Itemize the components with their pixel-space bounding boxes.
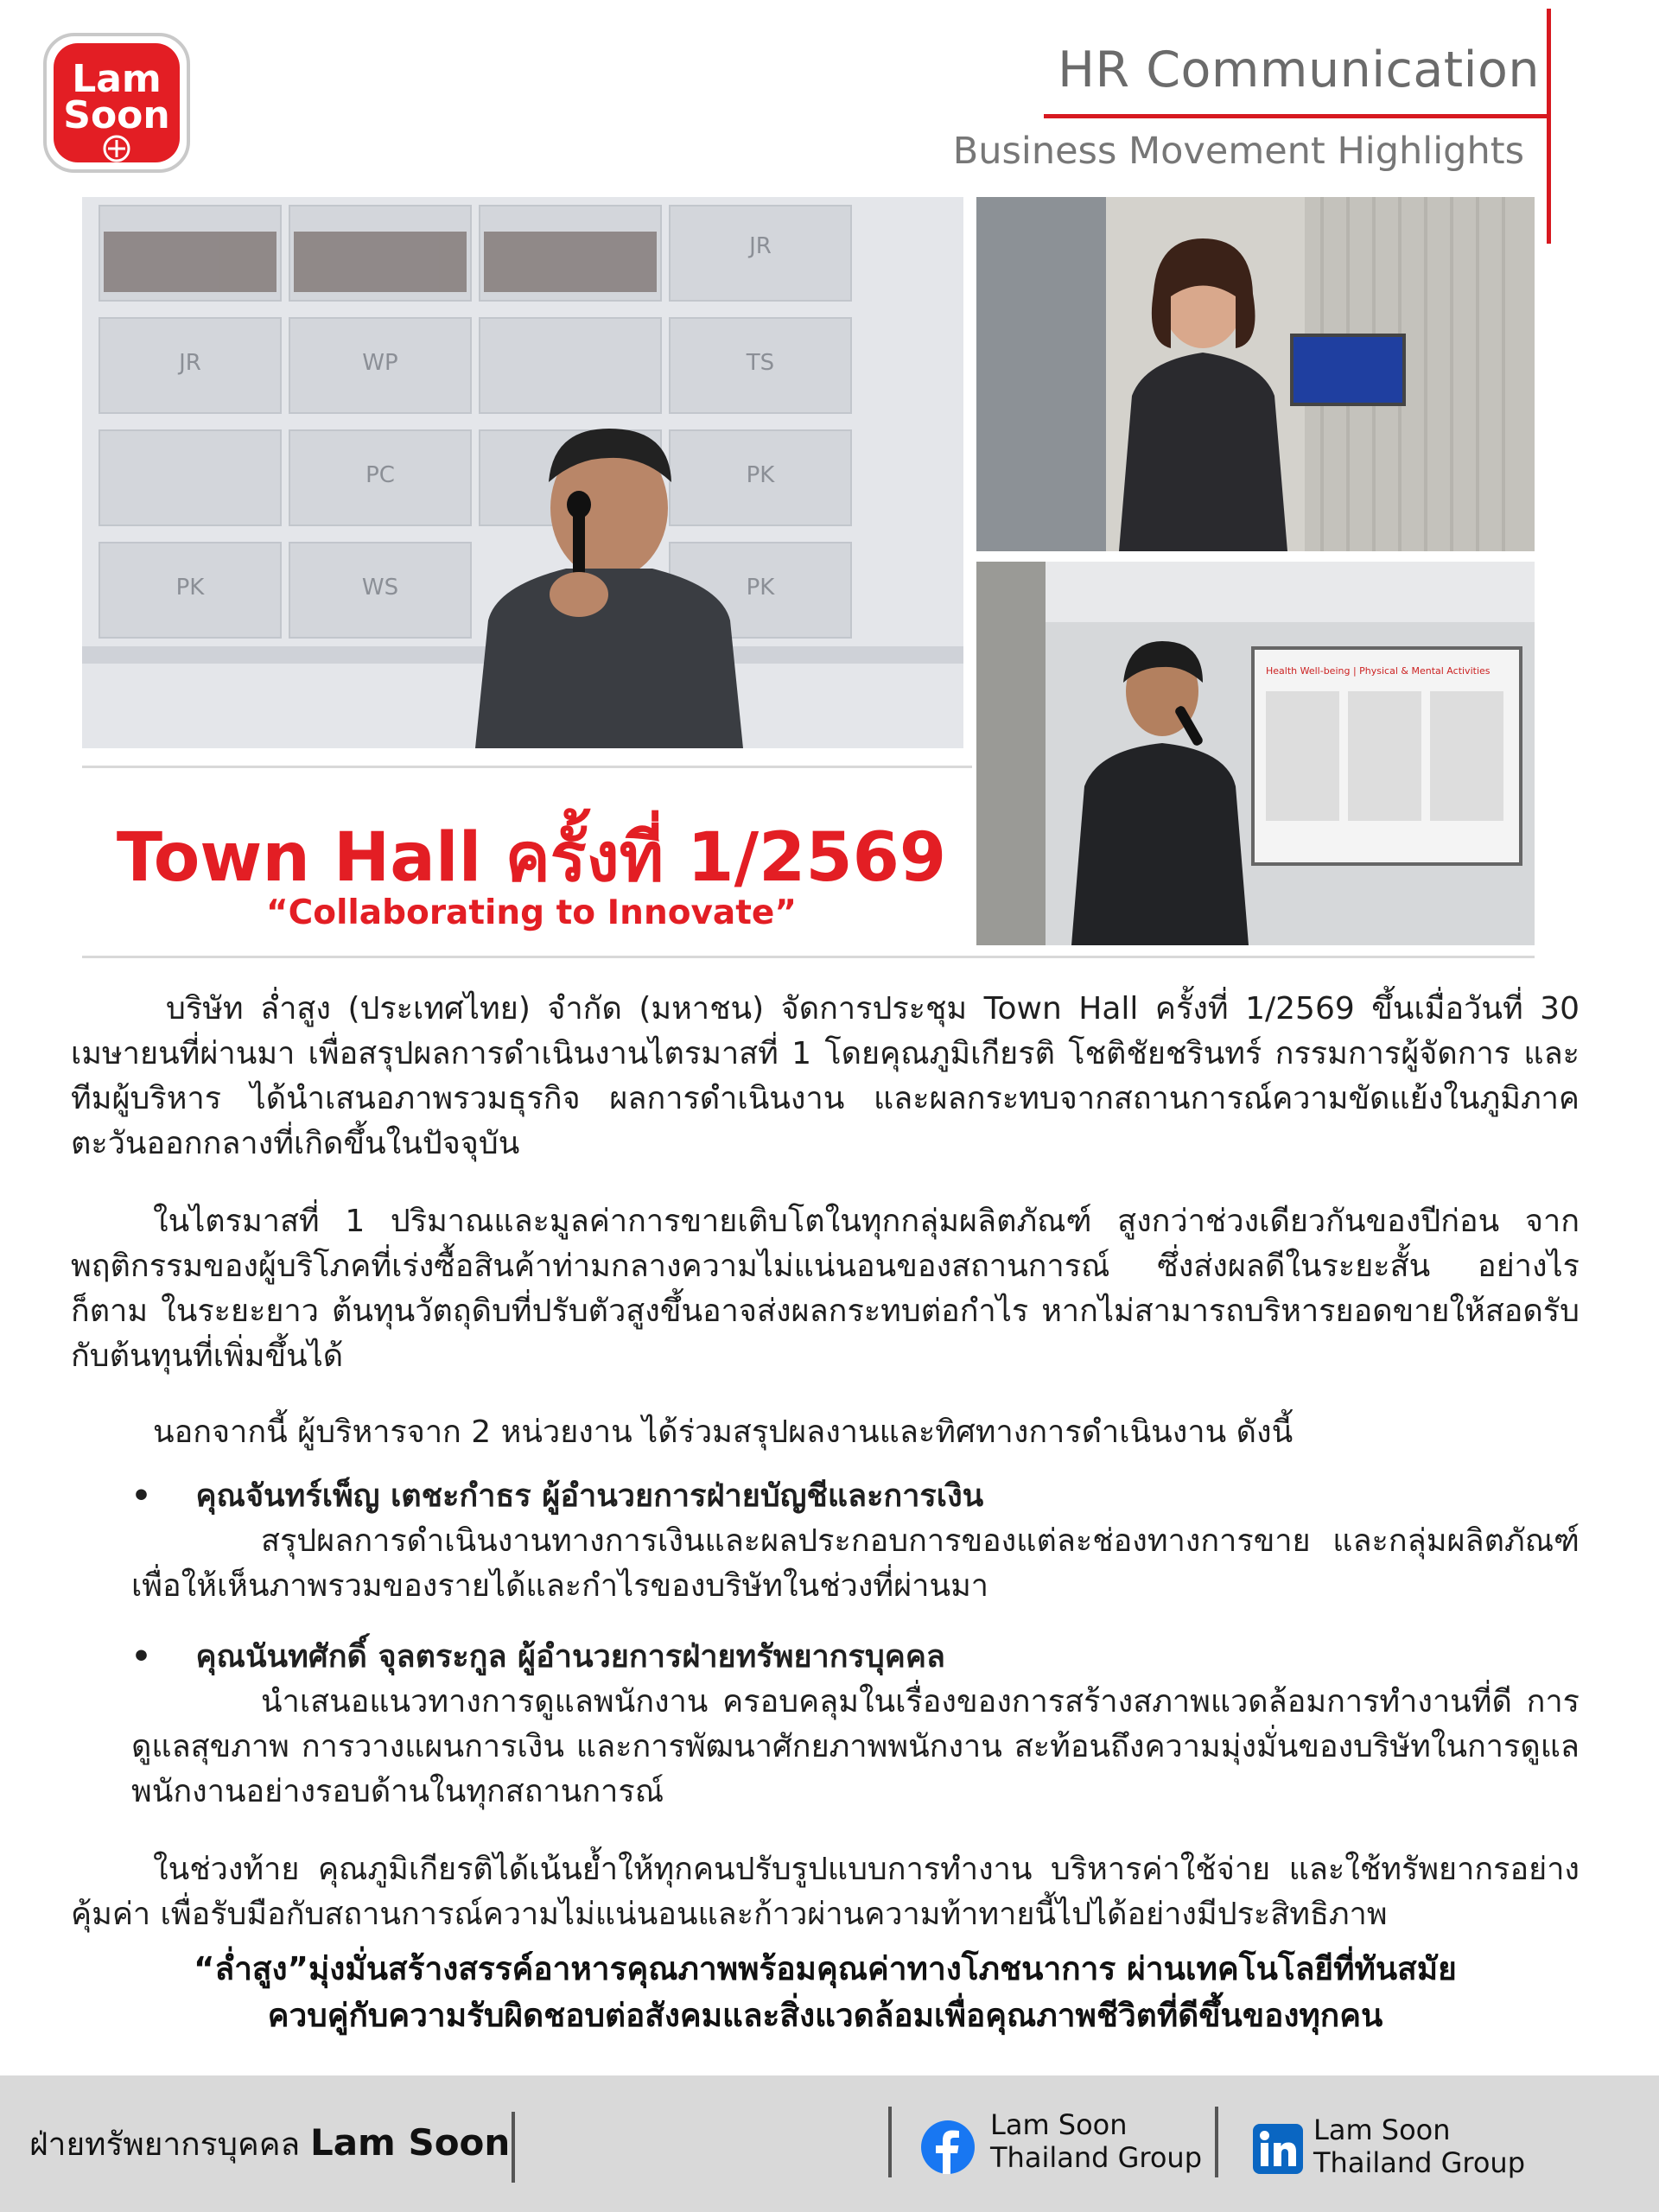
footer-dept-name: ฝ่ายทรัพยากรบุคคล: [29, 2126, 301, 2163]
header-subtitle: Business Movement Highlights: [952, 130, 1524, 173]
facebook-line-2: Thailand Group: [990, 2141, 1203, 2174]
footer-divider: [1215, 2107, 1218, 2177]
footer: [0, 2075, 1659, 2212]
bullet-heading: คุณนันทศักดิ์ จุลตระกูล ผู้อำนวยการฝ่ายทรัพยากรบุคคล: [195, 1639, 945, 1675]
section-divider: [82, 956, 1535, 958]
paragraph-intro: บริษัท ล่ำสูง (ประเทศไทย) จำกัด (มหาชน) จัดการประชุม Town Hall ครั้งที่ 1/2569 ขึ้นเมื่อวันที่ 30 เมษายนที่ผ่านมา เพื่อสรุปผลการดำเนินงานไตรมาสที่ 1 โดยคุณภูมิเกียรติ โชติชัยชรินทร์ กรรมการผู้จัดการ และทีมผู้บริหาร ได้นำเสนอภาพรวมธุรกิจ ผลการดำเนินงาน และผลกระทบจากสถานการณ์ความขัดแย้งในภูมิภาคตะวันออกกลางที่เกิดขึ้นในปัจจุบัน: [71, 991, 1580, 1161]
facebook-line-1: Lam Soon: [990, 2108, 1128, 2141]
header-divider-vertical: [1547, 9, 1551, 244]
svg-text:PK: PK: [175, 575, 205, 601]
facebook-icon[interactable]: [921, 2120, 975, 2174]
paragraph-closing: ในช่วงท้าย คุณภูมิเกียรติได้เน้นย้ำให้ทุกคนปรับรูปแบบการทำงาน บริหารค่าใช้จ่าย และใช้ทรัพยากรอย่างคุ้มค่า เพื่อรับมือกับสถานการณ์ความไม่แน่นอนและก้าวผ่านความท้าทายนี้ไปได้อย่างมีประสิทธิภาพ: [71, 1852, 1580, 1932]
article-body: [71, 987, 1580, 1937]
event-title: Town Hall ครั้งที่ 1/2569: [116, 819, 947, 897]
bullet-dot: •: [131, 1478, 152, 1514]
linkedin-line-2: Thailand Group: [1313, 2146, 1526, 2179]
svg-text:JR: JR: [749, 233, 772, 259]
svg-text:PC: PC: [365, 462, 395, 488]
linkedin-link[interactable]: [1313, 2113, 1525, 2179]
linkedin-icon[interactable]: [1253, 2124, 1303, 2174]
paragraph-executives: นอกจากนี้ ผู้บริหารจาก 2 หน่วยงาน ได้ร่วมสรุปผลงานและทิศทางการดำเนินงาน ดังนี้: [153, 1414, 1294, 1450]
motto-line-1: “ล่ำสูง”มุ่งมั่นสร้างสรรค์อาหารคุณภาพพร้อมคุณค่าทางโภชนาการ ผ่านเทคโนโลยีที่ทันสมัย: [194, 1950, 1457, 1987]
footer-divider: [512, 2112, 515, 2183]
list-item: [71, 1635, 1580, 1815]
lam-soon-logo: [41, 31, 192, 175]
header-divider-horizontal: [1044, 114, 1551, 118]
event-tagline: “Collaborating to Innovate”: [266, 893, 797, 932]
svg-text:PK: PK: [746, 575, 775, 601]
linkedin-line-1: Lam Soon: [1313, 2113, 1451, 2146]
footer-brand: Lam Soon: [309, 2121, 511, 2164]
bullet-heading-row: [131, 1474, 1580, 1519]
bullet-dot: •: [131, 1639, 152, 1675]
paragraph-q1-results: ในไตรมาสที่ 1 ปริมาณและมูลค่าการขายเติบโตในทุกกลุ่มผลิตภัณฑ์ สูงกว่าช่วงเดียวกันของปีก่อน จากพฤติกรรมของผู้บริโภคที่เร่งซื้อสินค้าท่ามกลางความไม่แน่นอนของสถานการณ์ ซึ่งส่งผลดีในระยะสั้น อย่างไรก็ตาม ในระยะยาว ต้นทุนวัตถุดิบที่ปรับตัวสูงขึ้นอาจส่งผลกระทบต่อกำไร หากไม่สามารถบริหารยอดขายให้สอดรับกับต้นทุนที่เพิ่มขึ้นได้: [71, 1204, 1580, 1374]
bullet-text: สรุปผลการดำเนินงานทางการเงินและผลประกอบการของแต่ละช่องทางการขาย และกลุ่มผลิตภัณฑ์ เพื่อให้เห็นภาพรวมของรายได้และกำไรของบริษัทในช่วงที่ผ่านมา: [131, 1523, 1580, 1604]
photo-speaker-with-video-call: [82, 197, 963, 748]
motto-line-2: ควบคู่กับความรับผิดชอบต่อสังคมและสิ่งแวดล้อมเพื่อคุณภาพชีวิตที่ดีขึ้นของทุกคน: [267, 1997, 1383, 2034]
svg-text:PK: PK: [746, 462, 775, 488]
svg-text:Health Well-being | Physical &: Health Well-being | Physical & Mental Activities: [1266, 665, 1491, 677]
company-motto: [71, 1946, 1580, 2039]
svg-text:JR: JR: [179, 350, 201, 376]
list-item: [71, 1474, 1580, 1609]
footer-divider: [888, 2107, 892, 2177]
footer-department: [29, 2119, 510, 2170]
svg-text:Lam: Lam: [72, 57, 162, 101]
bullet-heading: คุณจันทร์เพ็ญ เตชะกำธร ผู้อำนวยการฝ่ายบัญชีและการเงิน: [195, 1478, 984, 1514]
svg-text:WP: WP: [362, 350, 398, 376]
header-title: HR Communication: [1058, 41, 1540, 99]
svg-text:Soon: Soon: [63, 93, 170, 137]
bullet-text: นำเสนอแนวทางการดูแลพนักงาน ครอบคลุมในเรื่องของการสร้างสภาพแวดล้อมการทำงานที่ดี การดูแลสุขภาพ การวางแผนการเงิน และการพัฒนาศักยภาพพนักงาน สะท้อนถึงความมุ่งมั่นของบริษัทในการดูแลพนักงานอย่างรอบด้านในทุกสถานการณ์: [131, 1684, 1580, 1809]
photo-female-presenter: [976, 197, 1535, 551]
facebook-link[interactable]: [990, 2108, 1202, 2174]
svg-text:WS: WS: [361, 575, 399, 601]
photo-divider: [82, 766, 972, 768]
svg-text:TS: TS: [746, 350, 775, 376]
bullet-heading-row: [131, 1635, 1580, 1680]
photo-male-presenter-with-slide: [976, 562, 1535, 945]
